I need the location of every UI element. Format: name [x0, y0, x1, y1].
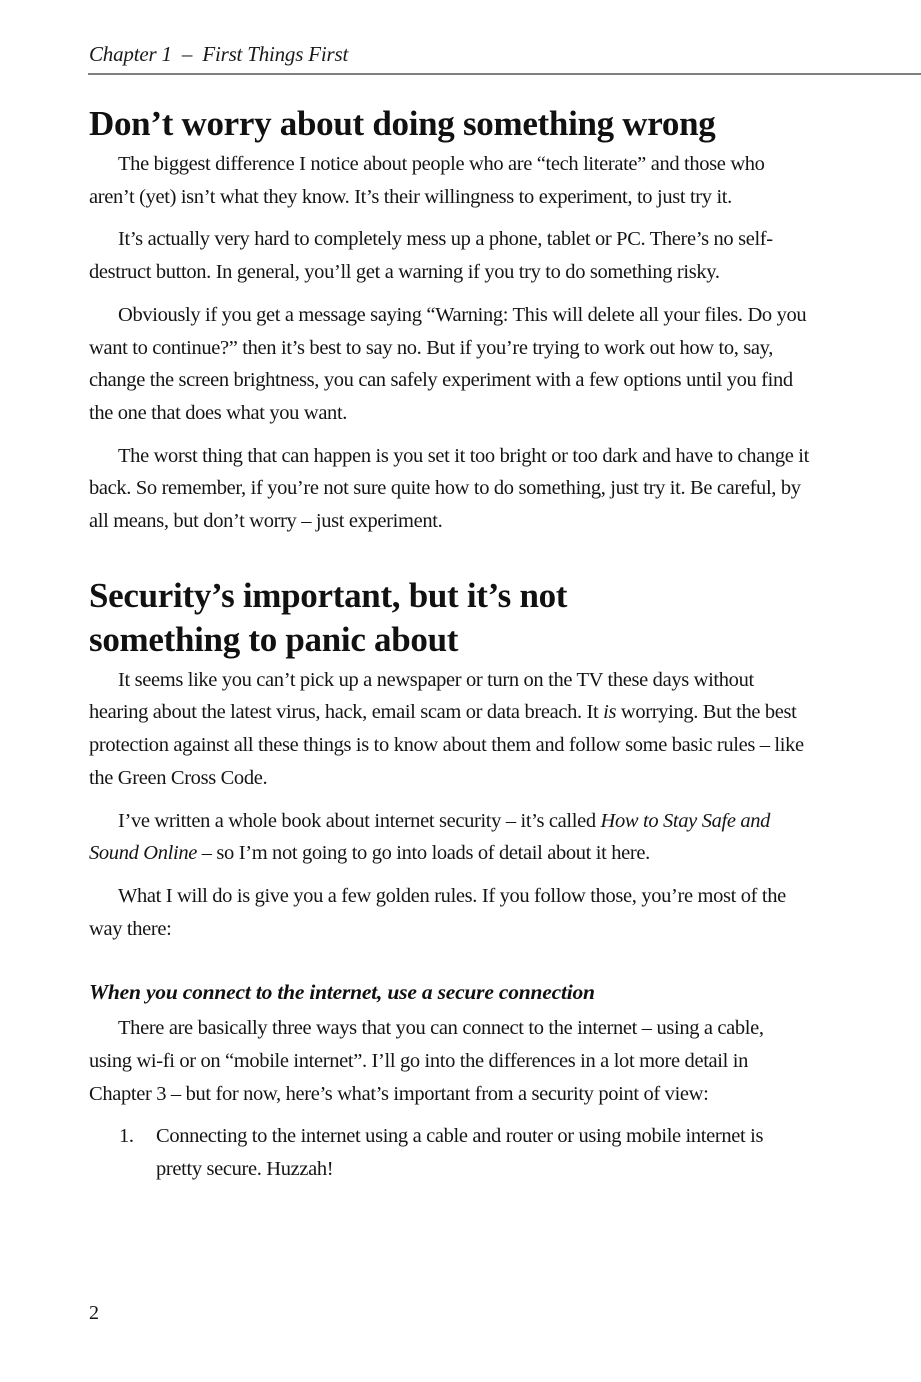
heading-line-2: something to panic about: [89, 619, 459, 659]
section-dont-worry: [89, 102, 809, 538]
list-item: [89, 1120, 809, 1185]
chapter-title: First Things First: [202, 42, 349, 66]
list-number: 1.: [119, 1125, 134, 1148]
emphasis: is: [603, 701, 617, 724]
paragraph-text: It seems like you can’t pick up a newspaper or turn on the TV these days without hearing about the latest virus, hack, email scam or data breach. It: [89, 668, 754, 724]
page-number: 2: [89, 1302, 99, 1324]
paragraph: What I will do is give you a few golden rules. If you follow those, you’re most of the way there:: [89, 884, 786, 940]
paragraph: It’s actually very hard to completely mess up a phone, tablet or PC. There’s no self-destruct button. In general, you’ll get a warning if you try to do something risky.: [89, 228, 773, 284]
list-item-text: Connecting to the internet using a cable and router or using mobile internet is pretty secure. Huzzah!: [156, 1125, 764, 1181]
section-heading: [89, 574, 809, 662]
paragraph: There are basically three ways that you can connect to the internet – using a cable, using wi-fi or on “mobile internet”. I’ll go into the differences in a lot more detail in Chapter 3 – but for now, here’s what’s important from a security point of view:: [89, 1017, 764, 1105]
section-heading: Don’t worry about doing something wrong: [89, 104, 716, 143]
numbered-list: [89, 1120, 809, 1185]
book-title: How to Stay Safe and Sound Online: [89, 809, 771, 865]
paragraph-text: – so I’m not going to go into loads of detail about it here.: [196, 842, 650, 865]
heading-line-1: Security’s important, but it’s not: [89, 575, 568, 615]
chapter-label: Chapter 1: [89, 42, 172, 66]
paragraph: [89, 805, 809, 870]
header-rule: [88, 73, 921, 75]
paragraph: Obviously if you get a message saying “Warning: This will delete all your files. Do you want to continue?” then it’s best to say no. But if you’re trying to work out how to, say, change the screen brightness, you can safely experiment with a few options until you find the one that does what you want.: [89, 303, 807, 424]
paragraph: The biggest difference I notice about people who are “tech literate” and those who aren’t (yet) isn’t what they know. It’s their willingness to experiment, to just try it.: [89, 153, 765, 208]
running-head: [89, 42, 348, 67]
paragraph-text: I’ve written a whole book about internet security – it’s called: [118, 809, 601, 832]
paragraph-text: worrying. But the best protection against all these things is to know about them and follow some basic rules – like the Green Cross Code.: [89, 701, 804, 789]
subheading: When you connect to the internet, use a secure connection: [89, 980, 595, 1005]
page-content: [89, 100, 809, 1186]
paragraph: The worst thing that can happen is you set it too bright or too dark and have to change it back. So remember, if you’re not sure quite how to do something, just try it. Be careful, by all means, but don’t worry – just experiment.: [89, 444, 809, 533]
section-security: [89, 574, 809, 1186]
running-head-separator: –: [181, 42, 193, 66]
paragraph: [89, 664, 809, 795]
